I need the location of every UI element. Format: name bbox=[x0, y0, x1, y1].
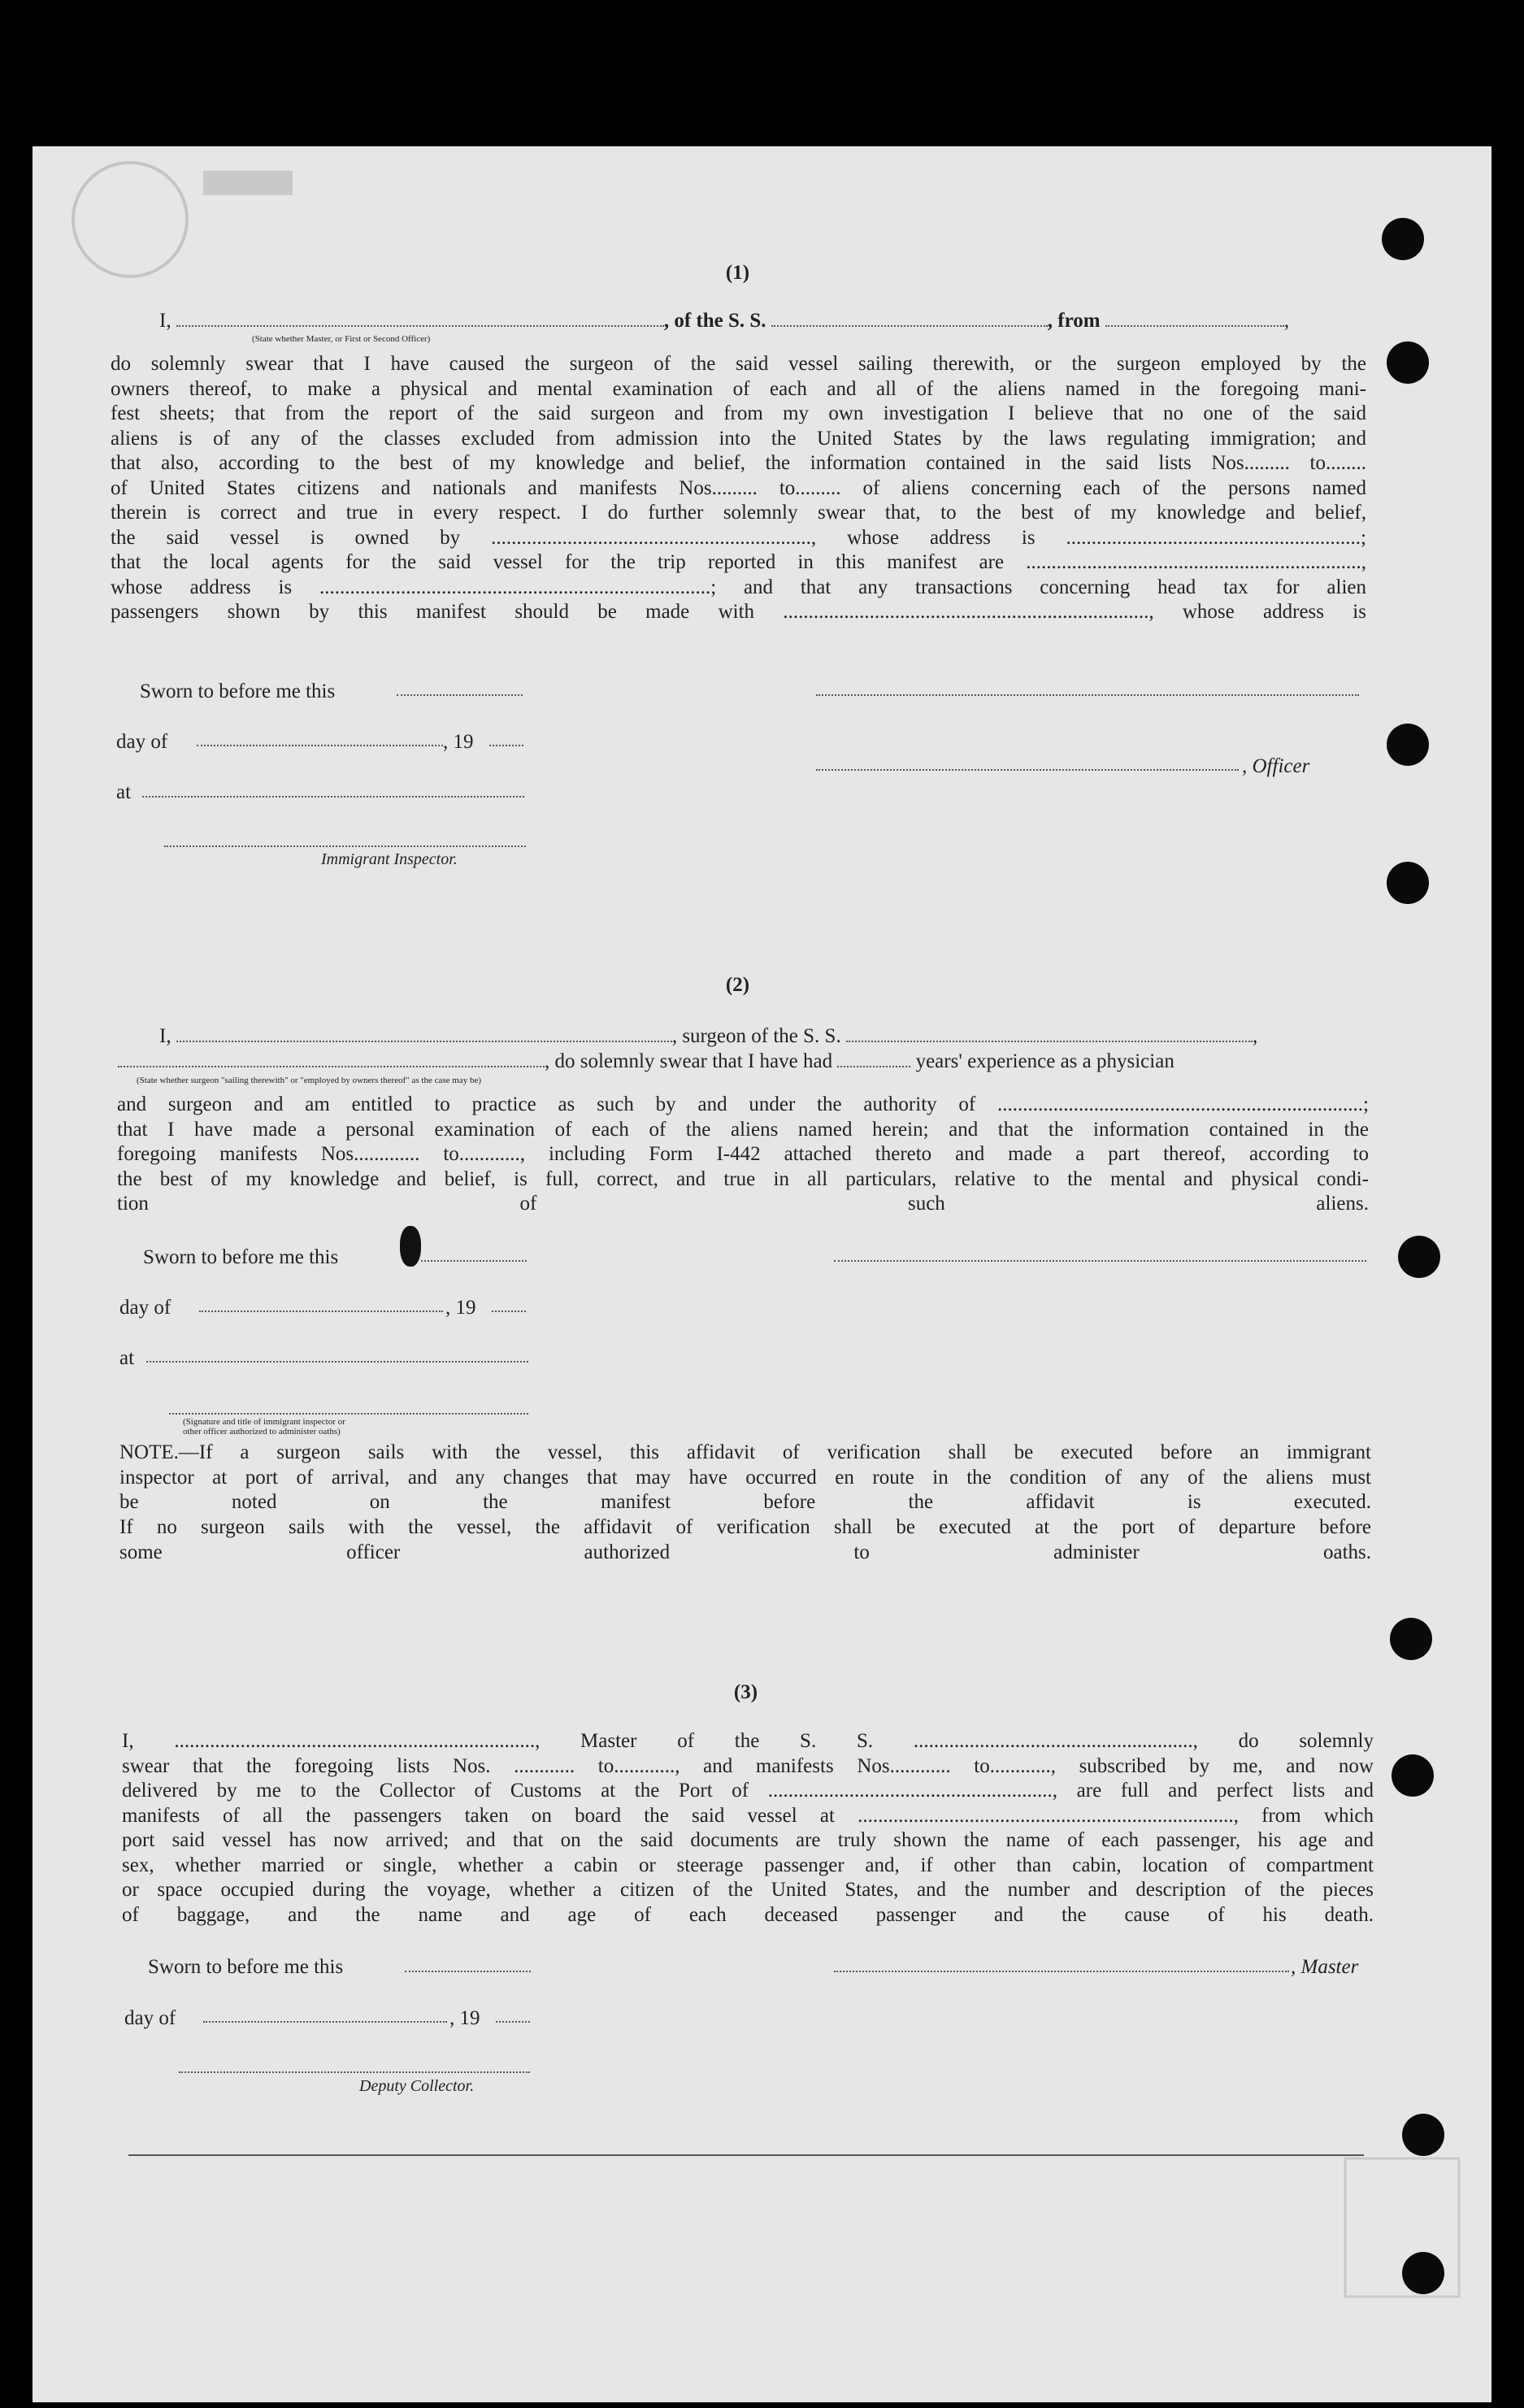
day-field[interactable] bbox=[203, 2019, 447, 2023]
signature-line[interactable] bbox=[816, 693, 1359, 696]
punch-hole bbox=[1390, 1618, 1432, 1660]
year-label: , 19 bbox=[443, 731, 474, 753]
signature-line[interactable] bbox=[405, 1969, 531, 1972]
paragraph-line: manifests of all the passengers taken on board the said vessel at .........................................................................., from which bbox=[122, 1804, 1374, 1827]
punch-hole bbox=[1387, 862, 1429, 904]
sworn-label: Sworn to before me this bbox=[140, 680, 336, 702]
paragraph-line: port said vessel has now arrived; and that on the said documents are truly shown the name of each passenger, his age and bbox=[122, 1829, 1374, 1851]
section-number: (3) bbox=[733, 1681, 758, 1703]
section2-line1: I, , surgeon of the S. S. , bbox=[159, 1025, 1258, 1047]
form-page bbox=[33, 146, 1491, 2402]
master-label: , Master bbox=[1291, 1956, 1359, 1978]
paragraph-line: be noted on the manifest before the affidavit is executed. bbox=[119, 1491, 1371, 1513]
inspector-signature-line[interactable] bbox=[169, 1411, 528, 1415]
paragraph-line: aliens is of any of the classes excluded from admission into the United States by the laws regulating immigration; and bbox=[111, 427, 1366, 450]
officer-label: , Officer bbox=[1242, 755, 1310, 777]
paragraph-line: or space occupied during the voyage, whether a citizen of the United States, and the number and description of the pieces bbox=[122, 1879, 1374, 1901]
paragraph-line: the best of my knowledge and belief, is full, correct, and true in all particulars, relative to the mental and physical condi- bbox=[117, 1167, 1369, 1190]
at-label: at bbox=[119, 1347, 135, 1369]
punch-hole bbox=[1392, 1754, 1434, 1797]
section1-line1: I, , of the S. S. , from , bbox=[159, 310, 1290, 332]
bottom-rule bbox=[128, 2154, 1364, 2156]
punch-hole bbox=[1398, 1236, 1440, 1278]
note-paragraph bbox=[119, 1441, 1371, 1515]
year-field[interactable] bbox=[492, 1309, 526, 1312]
punch-hole bbox=[1402, 2114, 1444, 2156]
master-signature-line[interactable] bbox=[834, 1969, 1289, 1972]
day-of-label: day of bbox=[119, 1297, 172, 1319]
paragraph-line: I, ......................................................................., Master of the S. S. ......................................................., do solemnly bbox=[122, 1730, 1374, 1752]
at-field[interactable] bbox=[142, 794, 524, 798]
paragraph-line: foregoing manifests Nos............. to............, including Form I-442 attached thereto and made a part thereof, according to bbox=[117, 1143, 1369, 1165]
paragraph-line: owners thereof, to make a physical and mental examination of each and all of the aliens named in the foregoing mani- bbox=[111, 377, 1366, 400]
section1-paragraph bbox=[111, 352, 1366, 625]
paragraph-line: some officer authorized to administer oaths. bbox=[119, 1541, 1371, 1563]
paragraph-line: NOTE.—If a surgeon sails with the vessel, this affidavit of verification shall be executed before an immigrant bbox=[119, 1441, 1371, 1463]
punch-hole bbox=[1387, 341, 1429, 384]
signature-note-2: other officer authorized to administer oaths) bbox=[183, 1427, 341, 1437]
section2-note: (State whether surgeon "sailing therewith" or "employed by owners thereof" as the case may be) bbox=[137, 1076, 482, 1085]
section2-line2: , do solemnly swear that I have had years' experience as a physician bbox=[118, 1050, 1370, 1074]
faded-stamp-icon bbox=[1341, 2154, 1463, 2301]
paragraph-line: therein is correct and true in every respect. I do further solemnly swear that, to the best of my knowledge and belief, bbox=[111, 502, 1366, 524]
sworn-label: Sworn to before me this bbox=[143, 1246, 339, 1268]
section1-note: (State whether Master, or First or Second Officer) bbox=[252, 334, 431, 344]
sworn-label: Sworn to before me this bbox=[148, 1956, 344, 1978]
paragraph-line: that I have made a personal examination of each of the aliens named herein; and that the information contained in the bbox=[117, 1118, 1369, 1141]
punch-hole bbox=[1387, 724, 1429, 766]
paragraph-line: and surgeon and am entitled to practice as such by and under the authority of ........................................................................; bbox=[117, 1093, 1369, 1115]
section2-paragraph bbox=[117, 1093, 1369, 1217]
signature-line[interactable] bbox=[397, 693, 523, 696]
day-field[interactable] bbox=[199, 1309, 443, 1312]
paragraph-line: swear that the foregoing lists Nos. ............ to............, and manifests Nos............ to............, subscribed by me, and now bbox=[122, 1754, 1374, 1777]
section3-paragraph bbox=[122, 1729, 1374, 1928]
signature-line[interactable] bbox=[834, 1258, 1366, 1262]
collector-label: Deputy Collector. bbox=[359, 2077, 475, 2095]
paragraph-line: tion of such aliens. bbox=[117, 1193, 1369, 1215]
year-label: , 19 bbox=[445, 1297, 476, 1319]
paragraph-line: do solemnly swear that I have caused the surgeon of the said vessel sailing therewith, or the surgeon employed by the bbox=[111, 353, 1366, 375]
paragraph-line: that the local agents for the said vessel for the trip reported in this manifest are .................................................................., bbox=[111, 551, 1366, 573]
signature-note-1: (Signature and title of immigrant inspector or bbox=[183, 1417, 345, 1427]
paragraph-line: inspector at port of arrival, and any changes that may have occurred en route in the condition of any of the aliens must bbox=[119, 1466, 1371, 1489]
year-field[interactable] bbox=[496, 2019, 530, 2023]
at-label: at bbox=[116, 781, 132, 803]
paragraph-line: If no surgeon sails with the vessel, the affidavit of verification shall be executed at the port of departure before bbox=[119, 1516, 1371, 1538]
year-label: , 19 bbox=[449, 2007, 480, 2029]
inspector-label: Immigrant Inspector. bbox=[321, 850, 458, 868]
at-field[interactable] bbox=[146, 1359, 528, 1363]
section-number: (2) bbox=[725, 974, 750, 996]
collector-signature-line[interactable] bbox=[179, 2070, 530, 2073]
paragraph-line: of United States citizens and nationals and manifests Nos......... to......... of aliens concerning each of the persons named bbox=[111, 476, 1366, 499]
officer-signature-line[interactable] bbox=[816, 767, 1239, 771]
year-field[interactable] bbox=[489, 743, 523, 746]
signature-line[interactable] bbox=[421, 1258, 527, 1262]
paragraph-line: that also, according to the best of my knowledge and belief, the information contained in the said lists Nos......... to........ bbox=[111, 452, 1366, 474]
section-number: (1) bbox=[725, 262, 750, 284]
day-field[interactable] bbox=[197, 743, 443, 746]
paragraph-line: of baggage, and the name and age of each deceased passenger and the cause of his death. bbox=[122, 1903, 1374, 1926]
day-of-label: day of bbox=[116, 731, 168, 753]
paragraph-line: passengers shown by this manifest should be made with ........................................................................, whose address is bbox=[111, 601, 1366, 623]
ink-blot bbox=[400, 1226, 421, 1267]
paragraph-line: fest sheets; that from the report of the said surgeon and from my own investigation I believe that no one of the said bbox=[111, 402, 1366, 424]
day-of-label: day of bbox=[124, 2007, 176, 2029]
paragraph-line: delivered by me to the Collector of Customs at the Port of ........................................................, are full and perfect lists and bbox=[122, 1780, 1374, 1802]
punch-hole bbox=[1382, 218, 1424, 260]
paragraph-line: whose address is .............................................................................; and that any transactions concerning head tax for alien bbox=[111, 576, 1366, 598]
paragraph-line: sex, whether married or single, whether a cabin or steerage passenger and, if other than cabin, location of compartment bbox=[122, 1854, 1374, 1876]
paragraph-line: the said vessel is owned by ..............................................................., whose address is ..........................................................; bbox=[111, 526, 1366, 549]
note-paragraph-2 bbox=[119, 1515, 1371, 1565]
